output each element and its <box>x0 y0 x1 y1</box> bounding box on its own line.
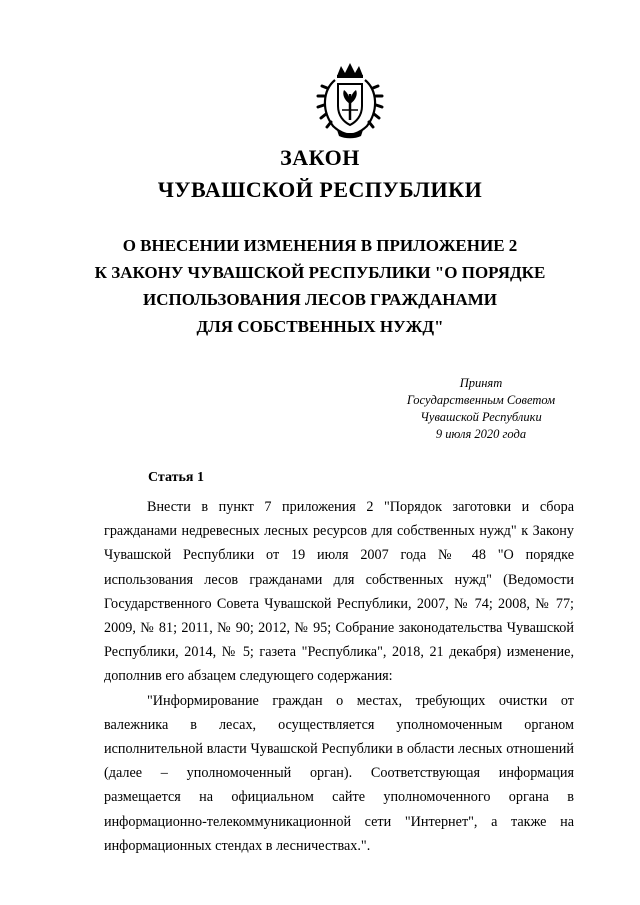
adoption-date: 9 июля 2020 года <box>435 427 527 441</box>
adoption-line: Принят <box>459 376 503 390</box>
subtitle-line: ИСПОЛЬЗОВАНИЯ ЛЕСОВ ГРАЖДАНАМИ <box>142 290 498 309</box>
article-body <box>104 495 574 858</box>
law-subtitle <box>0 232 640 340</box>
adoption-line: Чувашской Республики <box>420 410 542 424</box>
adoption-line: Государственным Советом <box>406 393 556 407</box>
law-title: ЗАКОН <box>280 145 360 170</box>
subtitle-line: О ВНЕСЕНИИ ИЗМЕНЕНИЯ В ПРИЛОЖЕНИЕ 2 <box>122 236 518 255</box>
chuvash-coat-of-arms-icon <box>315 60 385 140</box>
subtitle-line: ДЛЯ СОБСТВЕННЫХ НУЖД" <box>196 317 444 336</box>
adoption-note <box>385 375 577 443</box>
article-paragraph: "Информирование граждан о местах, требующих очистки от валежника в лесах, осуществляется уполномоченным органом исполнительной власти Чувашской Республики в области лесных отношений (далее – уполномоченный орган). Соответствующая информация размещается на официальном сайте уполномоченного органа в информационно-телекоммуникационной сети "Интернет", а также на информационных стендах в лесничествах.". <box>104 692 574 854</box>
article-heading: Статья 1 <box>148 470 204 485</box>
republic-title: ЧУВАШСКОЙ РЕСПУБЛИКИ <box>157 177 483 202</box>
article-paragraph: Внести в пункт 7 приложения 2 "Порядок заготовки и сбора гражданами недревесных лесных ресурсов для собственных нужд" к Закону Чувашской Республики от 19 июля 2007 года № 48 "О порядке использования лесов гражданами для собственных нужд" (Ведомости Государственного Совета Чувашской Республики, 2007, № 74; 2008, № 77; 2009, № 81; 2011, № 90; 2012, № 95; Собрание законодательства Чувашской Республики, 2014, № 5; газета "Республика", 2018, 21 декабря) изменение, дополнив его абзацем следующего содержания: <box>104 499 574 685</box>
subtitle-line: К ЗАКОНУ ЧУВАШСКОЙ РЕСПУБЛИКИ "О ПОРЯДКЕ <box>94 263 546 282</box>
